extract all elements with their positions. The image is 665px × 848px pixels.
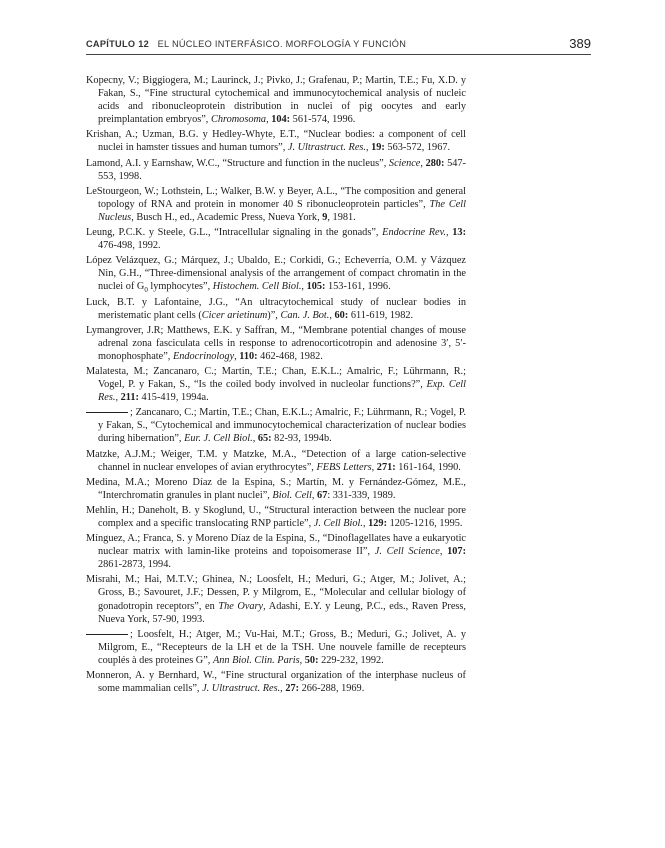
reference-italic: J. Cell Science <box>374 546 440 558</box>
reference-text: 266-288, 1969. <box>299 683 365 695</box>
reference-italic: Can. J. Bot. <box>280 309 330 321</box>
reference-entry <box>86 448 466 474</box>
reference-volume: 107: <box>447 546 466 558</box>
reference-subscript: 0 <box>144 286 148 295</box>
reference-text: Medina, M.A.; Moreno Díaz de la Espina, S.; Martín, M. y Fernández-Gómez, M.E., “Interchromatin granules in plant nuclei”, <box>86 476 466 501</box>
reference-text: Monneron, A. y Bernhard, W., “Fine structural organization of the interphase nucleus of some mammalian cells”, <box>86 670 466 695</box>
reference-volume: 271: <box>376 461 396 473</box>
header-rule <box>86 54 591 55</box>
reference-entry <box>86 476 466 502</box>
reference-text: Kopecny, V.; Biggiogera, M.; Laurinck, J.; Pivko, J.; Grafenau, P.; Martin, T.E.; Fu, X.D. y Fakan, S., “Fine structural cytochemical and immunocytochemical analysis of nucleic acids and ribonucleoprotein distribution in nuclei of pig oocytes and early preimplantation embryos”, <box>86 75 466 126</box>
reference-italic: Endocrine Rev. <box>382 227 446 239</box>
ditto-dash <box>86 634 128 635</box>
reference-text: , Adashi, E.Y. y Leung, P.C., eds., Raven Press, Nueva York, 57-90, 1993. <box>98 600 467 625</box>
reference-text: , <box>280 683 286 695</box>
reference-text: , <box>362 518 369 529</box>
reference-text: , <box>446 227 453 239</box>
reference-text: , <box>115 392 121 404</box>
reference-entry <box>86 669 466 695</box>
reference-italic: Endocrinology <box>172 350 235 362</box>
reference-entry <box>86 226 466 252</box>
chapter-heading <box>86 39 406 49</box>
reference-text: Matzke, A.J.M.; Weiger, T.M. y Matzke, M.A., “Detection of a large cation-selective channel in nuclear envelopes of avian erythrocytes”, <box>86 448 466 473</box>
reference-volume: 19: <box>371 142 385 154</box>
reference-italic: J. Cell Biol. <box>313 518 363 529</box>
reference-text: 161-164, 1990. <box>395 461 461 473</box>
reference-volume: 211: <box>120 392 139 404</box>
chapter-title: EL NÚCLEO INTERFÁSICO. MORFOLOGÍA Y FUNCIÓN <box>157 39 407 49</box>
reference-volume: 60: <box>334 309 349 321</box>
reference-text: Misrahi, M.; Hai, M.T.V.; Ghinea, N.; Loosfelt, H.; Meduri, G.; Atger, M.; Jolivet, A.; Gross, B.; Savouret, J.F.; Dessen, P. y Milgrom, E., “Molecular and cellular biology of gonadotropin receptors”, en <box>86 574 466 612</box>
running-header <box>86 36 591 54</box>
reference-italic: The Cell Nucleus <box>98 198 466 223</box>
reference-text: Mínguez, A.; Franca, S. y Moreno Díaz de la Espina, S., “Dinoflagellates have a eukaryotic nuclear matrix with lamin-like proteins and topoisomerase II”, <box>86 533 466 558</box>
reference-volume: 280: <box>425 157 445 169</box>
reference-text: 611-619, 1982. <box>348 309 414 321</box>
reference-entry <box>86 74 466 126</box>
reference-list <box>86 74 466 697</box>
reference-text: , <box>301 281 307 293</box>
reference-italic: Cicer arietinum <box>201 309 268 321</box>
reference-text: ; Zancanaro, C.; Martin, T.E.; Chan, E.K.L.; Amalric, F.; Lührmann, R.; Vogel, P. y Fakan, S., “Cytochemical and immunocytochemical characterization of nuclear bodies during hibernation”, <box>98 407 466 445</box>
reference-italic: Histochem. Cell Biol. <box>212 281 302 293</box>
reference-text: , <box>252 433 258 445</box>
reference-text: , <box>371 461 377 473</box>
reference-text: , <box>439 546 448 558</box>
reference-italic: Biol. Cell <box>272 489 312 501</box>
reference-volume: 13: <box>452 227 466 239</box>
reference-italic: J. Ultrastruct. Res. <box>202 683 281 695</box>
reference-text: 547-553, 1998. <box>98 157 466 182</box>
reference-text: LeStourgeon, W.; Lothstein, L.; Walker, B.W. y Beyer, A.L., “The composition and general topology of RNA and protein in monomer 40 S ribonucleoprotein particles”, <box>86 185 466 210</box>
page-number: 389 <box>569 36 591 51</box>
reference-text: Leung, P.C.K. y Steele, G.L., “Intracellular signaling in the gonads”, <box>86 227 383 239</box>
reference-entry <box>86 185 466 224</box>
reference-text: , Busch H., ed., Academic Press, Nueva York, <box>131 211 323 223</box>
chapter-label: CAPÍTULO 12 <box>86 39 150 49</box>
reference-volume: 129: <box>368 518 387 529</box>
reference-volume: 67 <box>317 489 328 501</box>
reference-text: Malatesta, M.; Zancanaro, C.; Martin, T.E.; Chan, E.K.L.; Amalric, F.; Lührmann, R.; Vogel, P. y Fakan, S., “Is the coiled body involved in nucleolar functions?”, <box>86 365 466 391</box>
reference-entry <box>86 504 466 530</box>
reference-text: 153-161, 1996. <box>325 281 391 293</box>
reference-italic: Science <box>388 157 421 169</box>
reference-text: : 331-339, 1989. <box>327 489 396 501</box>
reference-text: , <box>299 654 305 666</box>
reference-text: Krishan, A.; Uzman, B.G. y Hedley-Whyte, E.T., “Nuclear bodies: a component of cell nuclei in hamster tissues and human tumors”, <box>86 129 466 154</box>
reference-text: 462-468, 1982. <box>257 350 323 362</box>
reference-italic: Chromosoma <box>210 114 267 126</box>
reference-italic: Ann Biol. Clin. Paris <box>212 654 300 666</box>
reference-text: 1205-1216, 1995. <box>387 518 463 529</box>
reference-entry <box>86 532 466 571</box>
reference-volume: 65: <box>257 433 272 445</box>
reference-volume: 9 <box>322 211 328 223</box>
reference-text: Mehlin, H.; Daneholt, B. y Skoglund, U., “Structural interaction between the nuclear pore complex and a specific translocating RNP particle”, <box>86 504 466 529</box>
reference-italic: Exp. Cell Res. <box>98 379 466 404</box>
reference-entry <box>86 365 466 404</box>
reference-text: )”, <box>267 309 281 321</box>
reference-italic: FEBS Letters <box>316 461 372 473</box>
reference-text: ; Loosfelt, H.; Atger, M.; Vu-Hai, M.T.; Gross, B.; Meduri, G.; Jolivet, A. y Milgrom, E., “Recepteurs de la LH et de la TSH. Une nouvele famille de recepteurs couplés à des proteines G”, <box>98 628 466 666</box>
reference-entry <box>86 324 466 363</box>
reference-text: 229-232, 1992. <box>318 654 384 666</box>
reference-volume: 50: <box>304 654 319 666</box>
reference-text: Lymangrover, J.R; Matthews, E.K. y Saffran, M., “Membrane potential changes of mouse adrenal zona fasciculata cells in response to adrenocorticotropin and adenosine 3′, 5′-monophosphate”, <box>86 324 466 362</box>
reference-entry <box>86 296 466 322</box>
reference-text: 476-498, 1992. <box>98 240 161 252</box>
reference-entry <box>86 573 466 625</box>
reference-text: , <box>420 157 426 169</box>
reference-text: 2861-2873, 1994. <box>98 559 171 571</box>
reference-volume: 110: <box>239 350 258 362</box>
reference-text: , <box>234 350 240 362</box>
reference-volume: 104: <box>271 114 291 126</box>
reference-text: 563-572, 1967. <box>384 142 451 154</box>
reference-entry <box>86 406 466 445</box>
reference-text: , <box>311 489 318 501</box>
reference-entry <box>86 157 466 183</box>
reference-italic: The Ovary <box>218 600 264 612</box>
reference-text: , <box>266 114 272 126</box>
reference-volume: 105: <box>306 281 326 293</box>
reference-text: , <box>365 142 372 154</box>
reference-text: lymphocytes”, <box>147 281 213 293</box>
reference-text: , <box>329 309 335 321</box>
reference-text: 82-93, 1994b. <box>271 433 332 445</box>
reference-text: 561-574, 1996. <box>290 114 356 126</box>
reference-text: Luck, B.T. y Lafontaine, J.G., “An ultracytochemical study of nuclear bodies in meristematic plant cells ( <box>86 296 466 321</box>
reference-entry <box>86 128 466 154</box>
reference-text: López Velázquez, G.; Márquez, J.; Ubaldo, E.; Corkidi, G.; Echeverría, O.M. y Vázquez Nin, G.H., “Three-dimensional analysis of the arrangement of compact chromatin in the nuclei of G <box>86 255 466 293</box>
reference-text: , 1981. <box>327 211 356 223</box>
reference-text: Lamond, A.I. y Earnshaw, W.C., “Structure and function in the nucleus”, <box>86 157 389 169</box>
ditto-dash <box>86 412 128 413</box>
reference-entry <box>86 254 466 293</box>
reference-entry <box>86 628 466 667</box>
reference-italic: J. Ultrastruct. Res. <box>287 142 366 154</box>
reference-text: 415-419, 1994a. <box>138 392 209 404</box>
reference-volume: 27: <box>285 683 300 695</box>
reference-italic: Eur. J. Cell Biol. <box>184 433 253 445</box>
